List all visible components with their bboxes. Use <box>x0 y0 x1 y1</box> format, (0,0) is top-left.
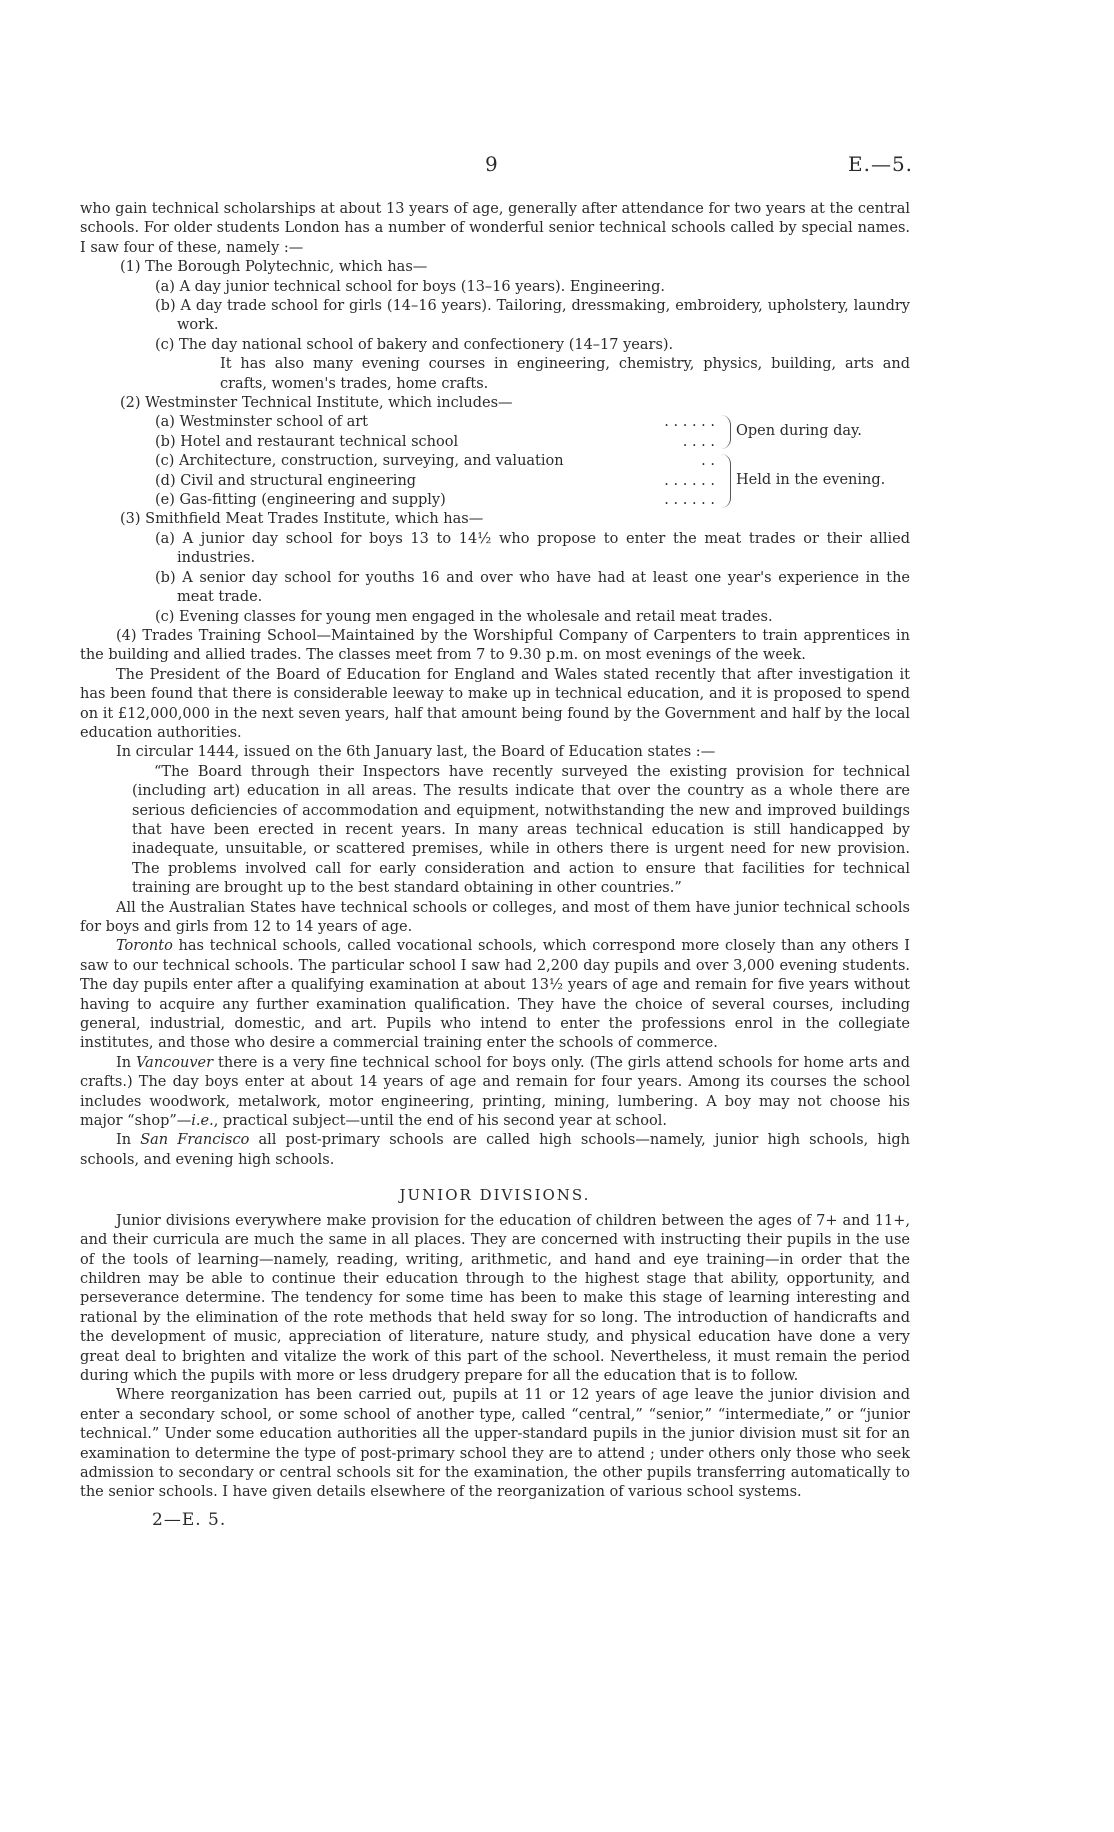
list-item: (e) Gas-fitting (engineering and supply) <box>155 492 446 509</box>
paragraph: Where reorganization has been carried out, pupils at 11 or 12 years of age leave the junior division and enter a secondary school, or some school of another type, called “central,” “senior,” “intermediate,” or “junior technical.” Under some education authorities all the upper-standard pupils in the junior division must sit for an examination to determine the type of post-primary school they are to attend ; under others only those who seek admission to secondary or central schools sit for the examination, the other pupils transferring automatically to the senior schools. I have given details elsewhere of the reorganization of various school systems. <box>80 1387 910 1501</box>
block-quote: “The Board through their Inspectors have recently surveyed the existing provision for technical (including art) education in all areas. The results indicate that over the country as a whole there are serious deficiencies of accommodation and equipment, notwithstanding the new and improved buildings that have been erected in recent years. In many areas technical education is still handicapped by inadequate, unsuitable, or scattered premises, while in others there is urgent need for new provision. The problems involved call for early consideration and action to ensure that facilities for technical training are brought up to the best standard obtaining in other countries.” <box>132 763 910 897</box>
signature-mark: 2—E. 5. <box>152 1509 227 1530</box>
paragraph: In circular 1444, issued on the 6th January last, the Board of Education states :— <box>116 744 716 761</box>
list-item: (c) Evening classes for young men engaged in the wholesale and retail meat trades. <box>155 608 773 625</box>
list-item: (a) Westminster school of art <box>155 414 368 431</box>
document-body <box>80 200 910 1530</box>
list-item: (a) A day junior technical school for boys (13–16 years). Engineering. <box>155 278 666 295</box>
list-item: (2) Westminster Technical Institute, which includes— <box>120 395 513 412</box>
brace-label-evening: Held in the evening. <box>736 472 886 489</box>
paragraph-text: , practical subject—until the end of his second year at school. <box>213 1113 668 1130</box>
leader-dots: . . . . <box>682 433 715 450</box>
place-name: San Francisco <box>140 1132 250 1149</box>
list-item: (b) Hotel and restaurant technical school <box>155 433 459 450</box>
paragraph-text: In <box>116 1132 141 1149</box>
list-item: (4) Trades Training School—Maintained by the Worshipful Company of Carpenters to train apprentices in the building and allied trades. The classes meet from 7 to 9.30 p.m. on most evenings of the week. <box>80 627 910 664</box>
leader-dots: . . <box>701 453 715 470</box>
paragraph-text: In <box>116 1054 137 1071</box>
brace-day <box>720 415 731 449</box>
list-item: (a) A junior day school for boys 13 to 14½ who propose to enter the meat trades or their allied industries. <box>155 530 910 567</box>
document-reference: E.—5. <box>848 152 914 176</box>
paragraph-intro: who gain technical scholarships at about 13 years of age, generally after attendance for two years at the central schools. For older students London has a number of wonderful senior technical schools called by special names. I saw four of these, namely :— <box>80 201 910 256</box>
list-item: (3) Smithfield Meat Trades Institute, which has— <box>120 511 484 528</box>
paragraph: The President of the Board of Education for England and Wales stated recently that after investigation it has been found that there is considerable leeway to make up in technical education, and it is proposed to spend on it £12,000,000 in the next seven years, half that amount being found by the Government and half by the local education authorities. <box>80 666 910 741</box>
leader-dots: . . . . . . <box>664 472 715 489</box>
list-item: (b) A day trade school for girls (14–16 years). Tailoring, dressmaking, embroidery, upholstery, laundry work. <box>155 298 910 334</box>
paragraph-sanfrancisco <box>80 1131 910 1170</box>
brace-evening <box>720 454 731 508</box>
list-item: (c) Architecture, construction, surveying, and valuation <box>155 453 564 470</box>
page-number: 9 <box>485 152 498 176</box>
brace-label-day: Open during day. <box>736 423 862 440</box>
abbreviation: i.e. <box>191 1113 214 1130</box>
list-item: (d) Civil and structural engineering <box>155 472 417 489</box>
leader-dots: . . . . . . <box>664 414 715 431</box>
paragraph-text: all post-primary schools are called high schools—namely, junior high schools, high schools, and evening high schools. <box>80 1132 910 1168</box>
list-item: (c) The day national school of bakery and confectionery (14–17 years). <box>155 336 674 353</box>
section-heading: JUNIOR DIVISIONS. <box>399 1186 591 1205</box>
paragraph-toronto <box>80 937 910 1053</box>
place-name: Vancouver <box>136 1054 214 1071</box>
paragraph-text: has technical schools, called vocational schools, which correspond more closely than any others I saw to our technical schools. The particular school I saw had 2,200 day pupils and over 3,000 evening students. The day pupils enter after a qualifying examination at about 13½ years of age and remain for five years without having to acquire any further examination qualification. They have the choice of several courses, including general, industrial, domestic, and art. Pupils who intend to enter the professions enrol in the collegiate institutes, and those who desire a commercial training enter the schools of commerce. <box>80 938 910 1052</box>
list-item: It has also many evening courses in engineering, chemistry, physics, building, arts and crafts, women's trades, home crafts. <box>220 356 910 392</box>
paragraph: All the Australian States have technical schools or colleges, and most of them have junior technical schools for boys and girls from 12 to 14 years of age. <box>80 899 910 935</box>
leader-dots: . . . . . . <box>664 492 715 509</box>
place-name: Toronto <box>116 938 173 955</box>
paragraph-vancouver <box>80 1054 910 1132</box>
braced-list <box>80 413 910 510</box>
paragraph: Junior divisions everywhere make provision for the education of children between the ages of 7+ and 11+, and their curricula are much the same in all places. They are concerned with instructing their pupils in the use of the tools of learning—namely, reading, writing, arithmetic, and hand and eye training—in order that the children may be able to continue their education through to the highest stage that ability, opportunity, and perseverance determine. The tendency for some time has been to make this stage of learning interesting and rational by the elimination of the rote methods that held sway for so long. The introduction of handicrafts and the development of music, appreciation of literature, nature study, and physical education have done a very great deal to brighten and vitalize the work of this part of the school. Nevertheless, it must remain the period during which the pupils with more or less drudgery prepare for all the education that is to follow. <box>80 1212 910 1384</box>
paragraph-text: there is a very fine technical school for boys only. (The girls attend schools for home arts and crafts.) The day boys enter at about 14 years of age and remain for four years. Among its courses the school includes woodwork, metalwork, motor engineering, printing, mining, lumbering. A boy may not choose his major “shop”— <box>80 1054 910 1130</box>
list-item: (1) The Borough Polytechnic, which has— <box>120 259 428 276</box>
list-item: (b) A senior day school for youths 16 and over who have had at least one year's experience in the meat trade. <box>155 569 910 606</box>
